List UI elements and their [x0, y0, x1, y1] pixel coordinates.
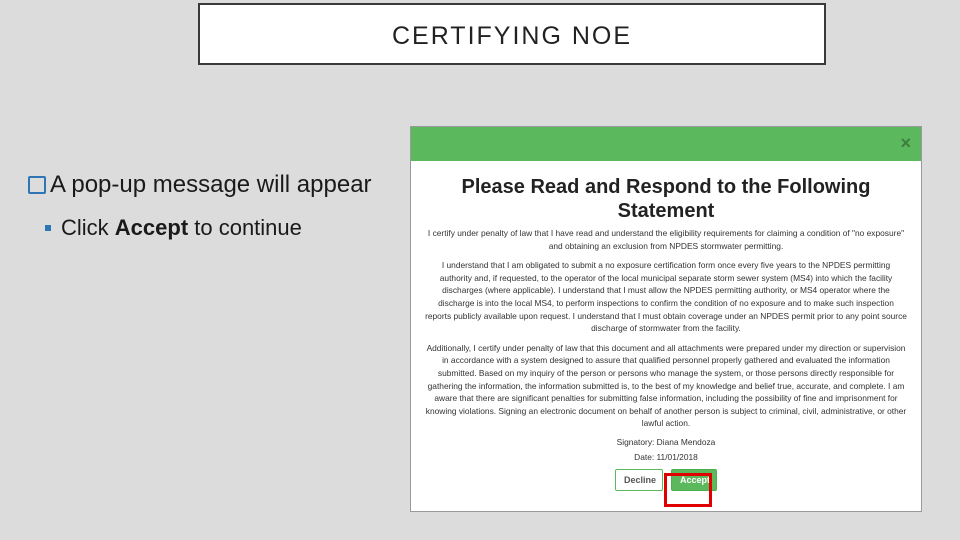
square-bullet-icon [45, 225, 51, 231]
bullet-sub [45, 215, 372, 241]
slide-title: CERTIFYING NOE [391, 22, 633, 50]
accept-button[interactable]: Accept [671, 469, 717, 491]
statement-paragraph-2: I understand that I am obligated to submit a no exposure certification form once every five years to the NPDES permitting authority and, if requested, to the operator of the local municipal separate storm sewer system (MS4) into which the facility discharges (where applicable). I understand that I must allow the NPDES permitting authority, or MS4 operator where the discharge is into the local MS4, to perform inspections to confirm the condition of no exposure and to make such inspection reports publicly available upon request. I understand that I must obtain coverage under an NPDES permit prior to any point source discharge of stormwater from the facility. [425, 260, 907, 334]
slide-title-box [198, 3, 826, 65]
bullet-sub-post: to continue [188, 215, 302, 240]
signature-date: Date: 11/01/2018 [634, 451, 698, 462]
dialog-header [411, 127, 921, 161]
statement-paragraph-1: I certify under penalty of law that I have read and understand the eligibility requirements for claiming a condition of "no exposure" and obtaining an exclusion from NPDES stormwater permitting. [427, 228, 905, 251]
bullet-sub-pre: Click [61, 215, 115, 240]
bullet-sub-bold: Accept [114, 215, 189, 240]
decline-button[interactable]: Decline [615, 469, 663, 491]
bullet-main-text: A pop-up message will appear [50, 171, 372, 198]
statement-paragraph-3: Additionally, I certify under penalty of law that this document and all attachments were prepared under my direction or supervision in accordance with a system designed to assure that qualified personnel properly gathered and evaluated the information submitted. Based on my inquiry of the person or persons who manage the system, or those persons directly responsible for gathering the information, the information submitted is, to the best of my knowledge and belief true, accurate, and complete. I am aware that there are significant penalties for submitting false information, including the possibility of fine and imprisonment for knowing violations. Signing an electronic document on behalf of another person is subject to criminal, civil, administrative, or other lawful action. [425, 342, 907, 429]
close-icon[interactable]: × [900, 133, 911, 153]
certification-dialog [410, 126, 922, 512]
dialog-title: Please Read and Respond to the Following Statement [461, 176, 871, 222]
checkbox-bullet-icon [28, 176, 46, 194]
bullet-main [28, 171, 372, 199]
signatory-name: Signatory: Diana Mendoza [616, 436, 716, 447]
dialog-body [411, 227, 921, 463]
bullet-list [28, 171, 372, 241]
dialog-footer [411, 469, 921, 493]
